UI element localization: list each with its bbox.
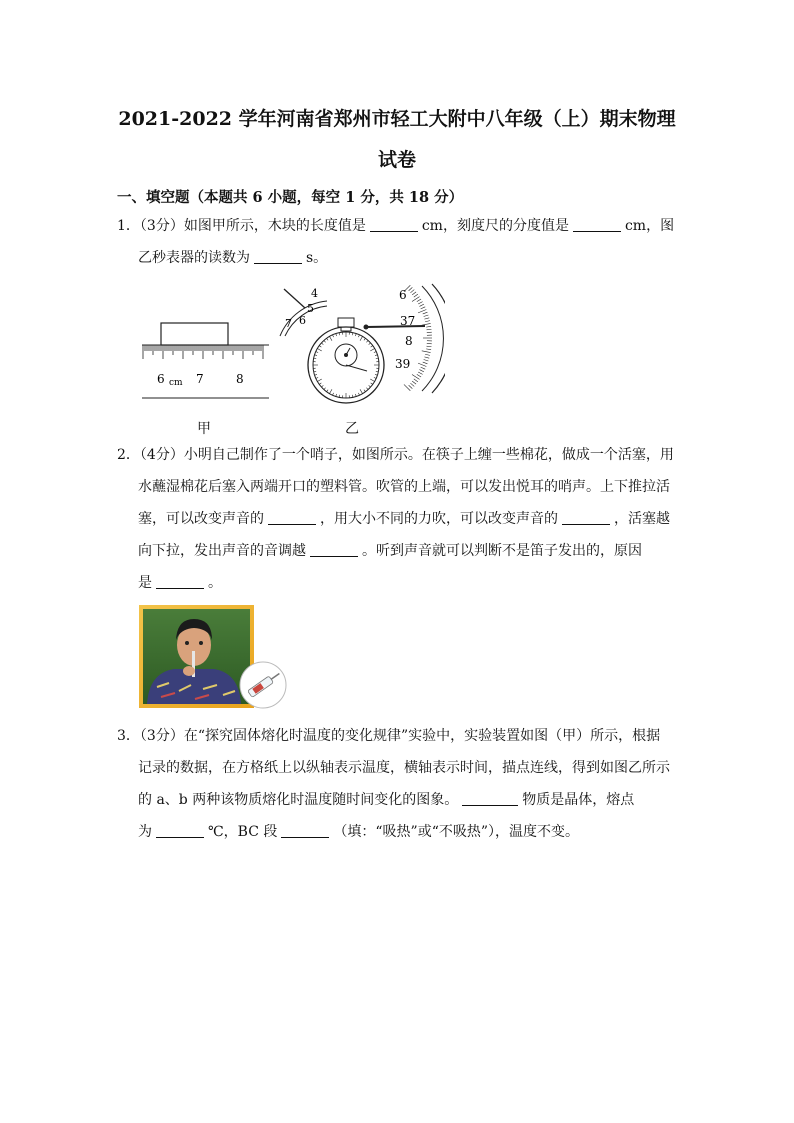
dial-label: 37 — [400, 314, 416, 328]
question-text: 为 — [138, 824, 152, 840]
question-text: cm，刻度尺的分度值是 — [421, 218, 569, 234]
answer-blank[interactable] — [281, 823, 329, 838]
answer-blank[interactable] — [156, 574, 204, 589]
dial-label: 7 — [285, 317, 292, 330]
dial-pointer — [366, 326, 425, 327]
question-1 — [117, 210, 677, 274]
question-text: 如图甲所示，木块的长度值是 — [183, 218, 366, 234]
question-text: ℃，BC 段 — [208, 824, 278, 840]
dial-label: 6 — [299, 314, 306, 327]
ruler-figure — [138, 318, 273, 404]
wooden-block — [161, 323, 228, 345]
question-text: 在“探究固体熔化时温度的变化规律”实验中，实验装置如图（甲）所示，根据 — [183, 728, 661, 744]
answer-blank[interactable] — [573, 217, 621, 232]
question-text: s。 — [306, 250, 328, 266]
question-3 — [117, 720, 677, 848]
answer-blank[interactable] — [462, 791, 518, 806]
question-text: cm，图 — [624, 218, 675, 234]
answer-blank[interactable] — [156, 823, 204, 838]
ruler-unit: cm — [169, 378, 183, 388]
question-text: 物质是晶体，熔点 — [522, 792, 635, 808]
question-text: 的 a、b 两种该物质熔化时温度随时间变化的图象。 — [138, 792, 459, 808]
stopwatch-figure — [275, 281, 445, 411]
dial-label: 4 — [311, 287, 318, 300]
dial-label: 8 — [405, 334, 413, 348]
question-number: 1．（3分） — [117, 218, 184, 234]
question-text: 小明自己制作了一个哨子，如图所示。在筷子上缠一些棉花，做成一个活塞，用 — [183, 447, 674, 463]
dial-label: 39 — [395, 357, 411, 371]
dial-label: 5 — [307, 302, 314, 315]
answer-blank[interactable] — [268, 510, 316, 525]
question-text: 水蘸湿棉花后塞入两端开口的塑料管。吹管的上端，可以发出悦耳的哨声。上下推拉活 — [138, 479, 670, 495]
figure-caption-yi: 乙 — [345, 421, 359, 437]
question-text: 乙秒表器的读数为 — [138, 250, 250, 266]
question-text: ，用大小不同的力吹，可以改变声音的 — [320, 511, 558, 527]
question-text: 塞，可以改变声音的 — [138, 511, 264, 527]
ruler-label: 6 — [157, 372, 165, 386]
answer-blank[interactable] — [310, 542, 358, 557]
question-2 — [117, 439, 677, 599]
question-text: 。听到声音就可以判断不是笛子发出的，原因 — [362, 543, 642, 559]
exam-title: 2021-2022 学年河南省郑州市轻工大附中八年级（上）期末物理 — [118, 108, 676, 130]
answer-blank[interactable] — [562, 510, 610, 525]
figure-caption-jia: 甲 — [197, 421, 211, 437]
section-heading: 一、填空题（本题共 6 小题，每空 1 分，共 18 分） — [117, 189, 464, 206]
question-text: （填：“吸热”或“不吸热”），温度不变。 — [333, 824, 580, 840]
ruler-label: 7 — [196, 372, 204, 386]
dial-pointer — [284, 289, 305, 308]
question-text: 是 — [138, 575, 152, 591]
answer-blank[interactable] — [370, 217, 418, 232]
question-text: 。 — [208, 575, 222, 591]
question-number: 3．（3分） — [117, 728, 184, 744]
ruler-label: 8 — [236, 372, 244, 386]
answer-blank[interactable] — [254, 249, 302, 264]
question-text: 记录的数据，在方格纸上以纵轴表示温度，横轴表示时间，描点连线，得到如图乙所示 — [138, 760, 670, 776]
question-number: 2．（4分） — [117, 447, 184, 463]
whistle-photo — [139, 605, 289, 710]
dial-label: 6 — [399, 288, 407, 302]
question-text: 向下拉，发出声音的音调越 — [138, 543, 306, 559]
question-text: ，活塞越 — [614, 511, 670, 527]
exam-title-line2: 试卷 — [377, 149, 416, 171]
